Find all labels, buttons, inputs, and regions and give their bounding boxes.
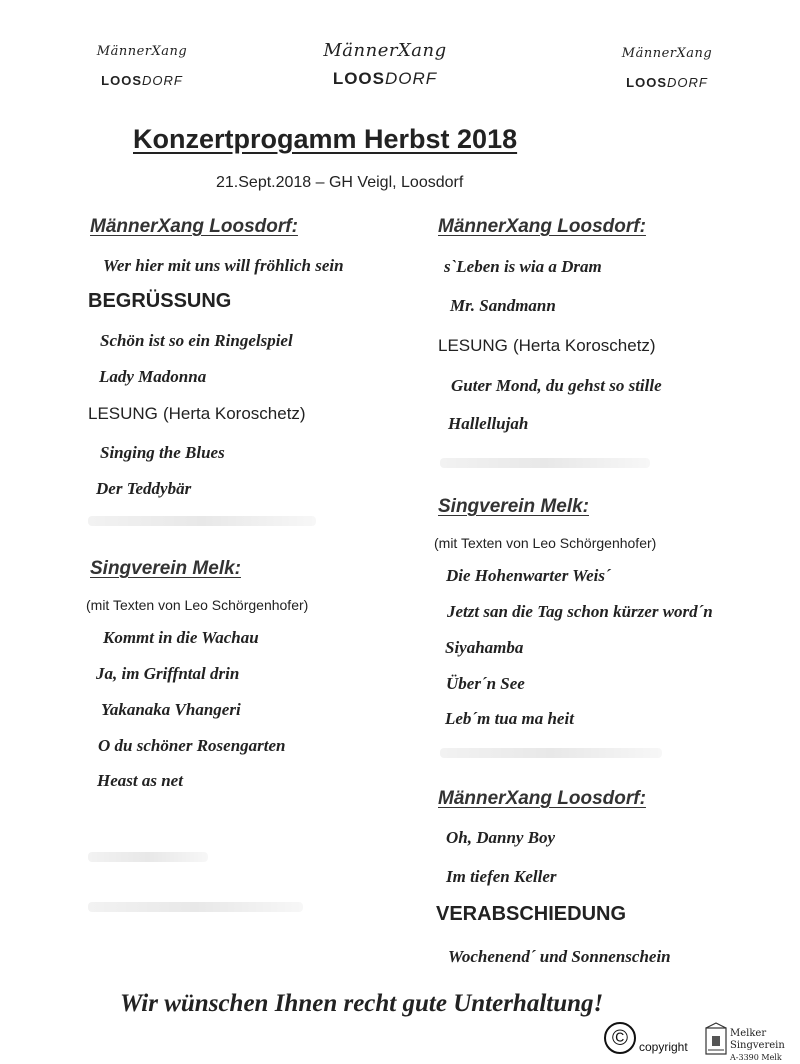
song-item: Heast as net <box>97 771 183 790</box>
note-text: (mit Texten von Leo Schörgenhofer) <box>434 535 657 551</box>
song-item: Yakanaka Vhangeri <box>101 700 241 719</box>
song-item: Wochenend´ und Sonnenschein <box>448 947 671 966</box>
group-heading: MännerXang Loosdorf: <box>438 788 646 809</box>
song-item: s`Leben is wia a Dram <box>444 257 602 276</box>
melker-singverein-seal-icon <box>704 1022 728 1056</box>
section-label: VERABSCHIEDUNG <box>436 903 627 925</box>
song-item: Lady Madonna <box>99 367 207 386</box>
faint-smudge <box>88 516 316 526</box>
page-title: Konzertprogamm Herbst 2018 <box>133 124 518 154</box>
faint-smudge <box>88 902 303 912</box>
group-heading: Singverein Melk: <box>438 496 589 517</box>
song-item: Kommt in die Wachau <box>103 628 259 647</box>
group-heading: MännerXang Loosdorf: <box>438 216 646 237</box>
faint-smudge <box>440 748 662 758</box>
song-item: Hallellujah <box>448 414 529 433</box>
seal-text <box>730 1028 800 1064</box>
copyright-notice <box>604 1022 688 1054</box>
logo-script: MännerXang <box>96 44 188 59</box>
song-item: Siyahamba <box>445 638 524 657</box>
reading-item: LESUNG (Herta Koroschetz) <box>438 336 656 355</box>
song-item: Singing the Blues <box>100 443 225 462</box>
logo-center <box>300 40 470 89</box>
logo-left <box>82 44 202 88</box>
logo-script: MännerXang <box>621 46 713 61</box>
song-item: O du schöner Rosengarten <box>98 736 286 755</box>
seal-line: A-3390 Melk <box>730 1053 782 1062</box>
note-text: (mit Texten von Leo Schörgenhofer) <box>86 597 309 613</box>
song-item: Oh, Danny Boy <box>446 828 556 847</box>
logo-right <box>612 46 722 90</box>
logo-town: LOOSDORF <box>101 73 183 88</box>
copyright-icon: © <box>604 1022 636 1054</box>
song-item: Mr. Sandmann <box>450 296 556 315</box>
logo-town: LOOSDORF <box>332 69 438 88</box>
song-item: Der Teddybär <box>96 479 192 498</box>
song-item: Ja, im Griffntal drin <box>96 664 240 683</box>
song-item: Guter Mond, du gehst so stille <box>451 376 662 395</box>
event-date-location: 21.Sept.2018 – GH Veigl, Loosdorf <box>216 174 464 191</box>
seal-line: Melker Singverein <box>730 1028 785 1051</box>
song-item: Wer hier mit uns will fröhlich sein <box>103 256 344 275</box>
song-item: Leb´m tua ma heit <box>445 709 574 728</box>
faint-smudge <box>88 852 208 862</box>
group-heading: MännerXang Loosdorf: <box>90 216 298 237</box>
song-item: Jetzt san die Tag schon kürzer word´n <box>447 602 713 621</box>
logo-script: MännerXang <box>323 40 447 61</box>
group-heading: Singverein Melk: <box>90 558 241 579</box>
song-item: Schön ist so ein Ringelspiel <box>100 331 293 350</box>
song-item: Über´n See <box>446 674 525 693</box>
section-label: BEGRÜSSUNG <box>88 290 232 312</box>
closing-message: Wir wünschen Ihnen recht gute Unterhaltung! <box>120 990 604 1017</box>
song-item: Im tiefen Keller <box>446 867 557 886</box>
song-item: Die Hohenwarter Weis´ <box>446 566 611 585</box>
reading-item: LESUNG (Herta Koroschetz) <box>88 404 306 423</box>
faint-smudge <box>440 458 650 468</box>
copyright-label: copyright <box>639 1040 688 1054</box>
logo-town: LOOSDORF <box>626 75 708 90</box>
